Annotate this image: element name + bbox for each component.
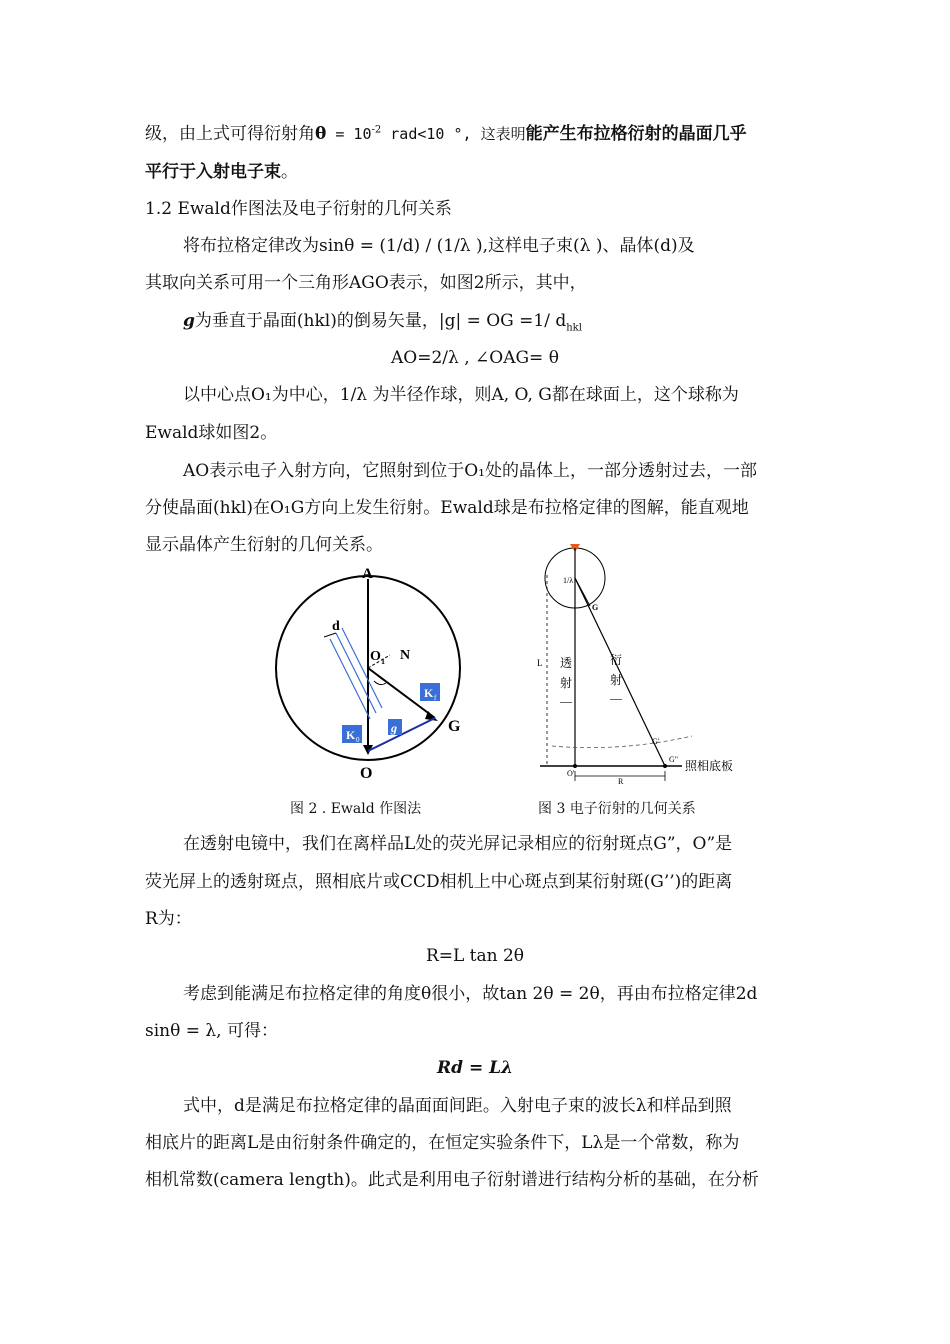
sphere-arc: [552, 736, 692, 748]
equation-2: R=L tan 2θ: [425, 946, 525, 966]
vector-g: g: [183, 311, 195, 331]
equation-1: AO=2/λ , ∠OAG= θ: [391, 348, 559, 368]
label-o1-sub: 1: [381, 657, 385, 666]
paragraph-line: [183, 309, 805, 333]
paragraph-line: 以中心点O₁为中心，1/λ 为半径作球，则A, O, G都在球面上，这个球称为: [183, 385, 739, 405]
equation-3: Rd = Lλ: [437, 1058, 513, 1078]
crystal-plane: [342, 628, 382, 708]
ewald-sphere-figure: [270, 563, 480, 788]
paragraph-line: 考虑到能满足布拉格定律的角度θ很小，故tan 2θ = 2θ，再由布拉格定律2d: [183, 984, 758, 1004]
label-g-prime: G': [652, 737, 660, 746]
angle-arc: [374, 681, 386, 685]
label-o: O: [360, 765, 373, 782]
label-lambda: 1/λ: [563, 576, 574, 585]
bold-text: 能产生布拉格衍射的晶面几乎: [525, 124, 747, 144]
label-kf-sub: f: [434, 694, 437, 702]
label-transmit: —: [560, 694, 572, 708]
label-g-double-prime: G": [669, 755, 679, 764]
label-k0-sub: 0: [356, 736, 360, 744]
text-span: 级，由上式可得衍射角: [145, 124, 315, 144]
label-transmit: 透: [560, 656, 573, 670]
label-k0: K: [346, 728, 356, 742]
diffraction-geometry-figure: [532, 540, 742, 785]
label-kf: K: [424, 686, 434, 700]
paragraph-line: 荧光屏上的透射斑点，照相底片或CCD相机上中心斑点到某衍射斑(G’’)的距离: [145, 872, 733, 892]
section-heading: 1.2 Ewald作图法及电子衍射的几何关系: [145, 199, 452, 219]
text-span: = 10: [326, 125, 372, 143]
paragraph-line: 式中，d是满足布拉格定律的晶面面间距。入射电子束的波长λ和样品到照: [183, 1096, 732, 1116]
bold-text: 平行于入射电子束: [145, 162, 281, 182]
label-diffract: —: [610, 691, 622, 705]
label-transmit: 射: [560, 676, 573, 690]
figure2-caption: 图 2 . Ewald 作图法: [290, 801, 422, 817]
paragraph-line: R为：: [145, 909, 192, 929]
theta-symbol: θ: [315, 124, 327, 144]
spot-o: [573, 764, 577, 768]
label-diffract: 射: [610, 673, 623, 687]
figure3-caption: 图 3 电子衍射的几何关系: [538, 801, 696, 817]
label-o1: O: [370, 649, 381, 664]
paragraph-line: 显示晶体产生衍射的几何关系。: [145, 535, 383, 555]
label-r: R: [618, 777, 624, 785]
text-span: rad<10 °, 这表明: [381, 125, 526, 143]
label-diffract: 衍: [610, 653, 623, 667]
paragraph-line: 相机常数(camera length)。此式是利用电子衍射谱进行结构分析的基础，在分析: [145, 1170, 759, 1190]
label-g: G: [592, 603, 599, 612]
label-d: d: [332, 619, 340, 634]
crystal-plane: [336, 633, 376, 713]
paragraph-line: 将布拉格定律改为sinθ = (1/d) / (1/λ ),这样电子束(λ )、晶体(d)及: [183, 236, 695, 256]
paragraph-line: [145, 122, 805, 146]
label-l: L: [537, 658, 543, 668]
paragraph-line: 在透射电镜中，我们在离样品L处的荧光屏记录相应的衍射斑点G”，O”是: [183, 834, 733, 854]
label-g-point: G: [448, 718, 461, 735]
text-span: 。: [281, 162, 298, 182]
subscript: hkl: [566, 322, 582, 334]
label-photo-plate: 照相底板: [685, 759, 734, 773]
paragraph-line: [145, 160, 805, 184]
spot-g: [663, 764, 667, 768]
label-o-prime: O': [567, 769, 575, 778]
exponent: -2: [371, 124, 382, 136]
label-g-vector: g: [391, 721, 397, 735]
text-span: 为垂直于晶面(hkl)的倒易矢量，|g| = OG =1/ d: [194, 311, 567, 331]
paragraph-line: Ewald球如图2。: [145, 423, 278, 443]
paragraph-line: sinθ = λ, 可得：: [145, 1021, 278, 1041]
paragraph-line: 其取向关系可用一个三角形AGO表示，如图2所示，其中，: [145, 273, 587, 293]
crystal-plane: [330, 639, 370, 719]
label-n: N: [400, 648, 411, 663]
paragraph-line: AO表示电子入射方向，它照射到位于O₁处的晶体上，一部分透射过去，一部: [183, 461, 757, 481]
radius-line: [575, 578, 590, 606]
paragraph-line: 分使晶面(hkl)在O₁G方向上发生衍射。Ewald球是布拉格定律的图解，能直观地: [145, 498, 749, 518]
paragraph-line: 相底片的距离L是由衍射条件确定的，在恒定实验条件下，Lλ是一个常数，称为: [145, 1133, 740, 1153]
label-a: A: [362, 566, 373, 582]
